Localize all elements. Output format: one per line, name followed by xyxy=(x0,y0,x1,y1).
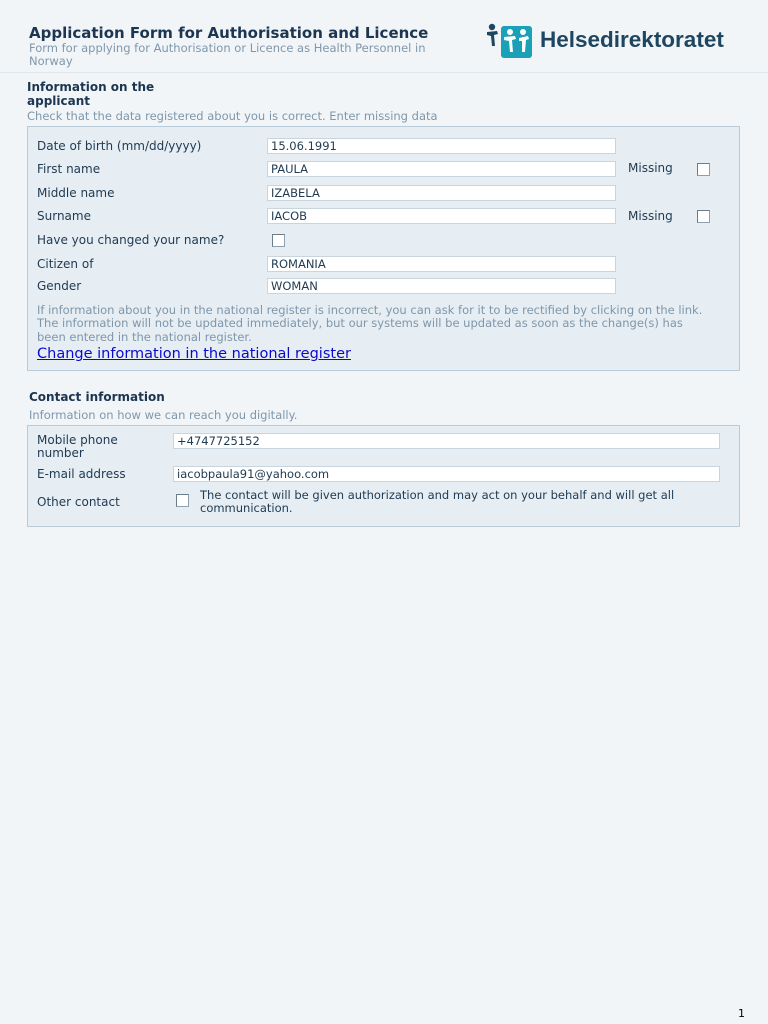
email-label: E-mail address xyxy=(37,467,126,481)
dob-label: Date of birth (mm/dd/yyyy) xyxy=(37,139,202,153)
changed-name-label: Have you changed your name? xyxy=(37,233,225,247)
surname-label: Surname xyxy=(37,209,91,223)
other-contact-label: Other contact xyxy=(37,495,120,509)
logo-text: Helsedirektoratet xyxy=(540,27,724,52)
dob-field[interactable]: 15.06.1991 xyxy=(267,138,616,154)
mobile-label: Mobile phone number xyxy=(37,433,118,460)
helsedirektoratet-logo xyxy=(486,22,724,58)
gender-label: Gender xyxy=(37,279,82,293)
contact-section-description: Information on how we can reach you digitally. xyxy=(29,408,298,422)
applicant-section-title: Information on the applicant xyxy=(27,80,155,108)
page-number: 1 xyxy=(738,1007,745,1020)
middle-name-label: Middle name xyxy=(37,186,115,200)
email-field[interactable]: iacobpaula91@yahoo.com xyxy=(173,466,720,482)
surname-missing-checkbox[interactable] xyxy=(697,210,710,223)
citizen-field[interactable]: ROMANIA xyxy=(267,256,616,272)
first-name-missing-checkbox[interactable] xyxy=(697,163,710,176)
form-subtitle: Form for applying for Authorisation or Licence as Health Personnel in Norway xyxy=(29,41,426,68)
surname-field[interactable]: IACOB xyxy=(267,208,616,224)
citizen-label: Citizen of xyxy=(37,257,94,271)
helsedirektoratet-figures-icon xyxy=(486,22,532,58)
changed-name-checkbox[interactable] xyxy=(272,234,285,247)
first-name-field[interactable]: PAULA xyxy=(267,161,616,177)
mobile-field[interactable]: +4747725152 xyxy=(173,433,720,449)
applicant-section-description: Check that the data registered about you is correct. Enter missing data xyxy=(27,109,438,123)
other-contact-checkbox[interactable] xyxy=(176,494,189,507)
middle-name-field[interactable]: IZABELA xyxy=(267,185,616,201)
first-name-label: First name xyxy=(37,162,101,176)
contact-section-title: Contact information xyxy=(29,390,165,404)
register-note: If information about you in the national register is incorrect, you can ask for it to be rectified by clicking on the link. The information will not be updated immediately, but our systems will be updated as soon as the change(s) has been entered in the national register. xyxy=(37,303,703,344)
surname-missing-label: Missing xyxy=(628,209,673,223)
change-register-link[interactable]: Change information in the national register xyxy=(37,346,351,362)
gender-field[interactable]: WOMAN xyxy=(267,278,616,294)
other-contact-description: The contact will be given authorization and may act on your behalf and will get all communication. xyxy=(200,488,675,515)
form-title: Application Form for Authorisation and Licence xyxy=(29,24,429,42)
form-header xyxy=(0,0,768,73)
first-name-missing-label: Missing xyxy=(628,161,673,175)
